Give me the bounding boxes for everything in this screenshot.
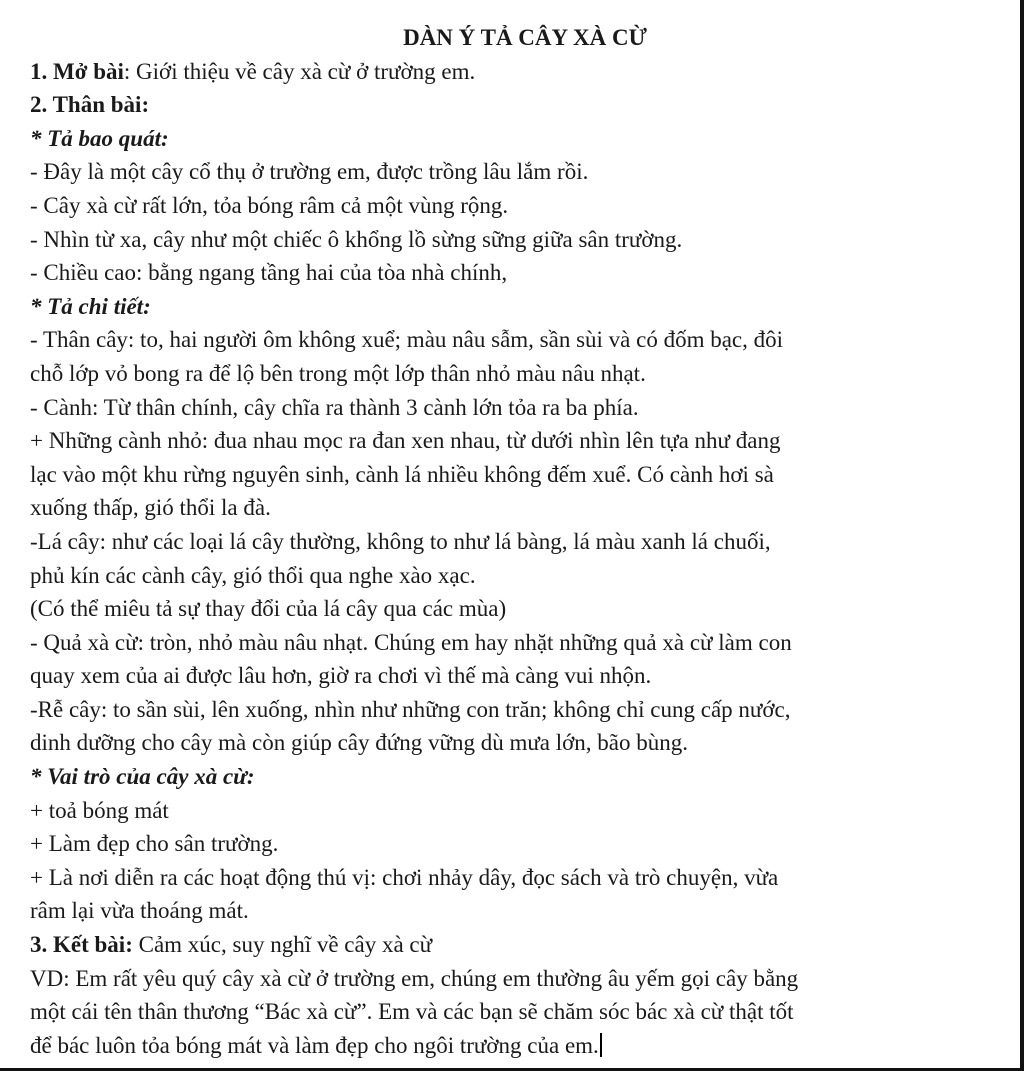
chi-tiet-line: phủ kín các cành cây, gió thổi qua nghe xào xạc. [30,562,476,588]
ket-bai-label: 3. Kết bài: [30,932,133,958]
bao-quat-line: - Nhìn từ xa, cây như một chiếc ô khổng lồ sừng sững giữa sân trường. [30,226,683,252]
right-border [1020,0,1024,1071]
chi-tiet-line: (Có thể miêu tả sự thay đổi của lá cây qua các mùa) [30,596,507,622]
chi-tiet-line: - Quả xà cừ: tròn, nhỏ màu nâu nhạt. Chúng em hay nhặt những quả xà cừ làm con [30,629,792,655]
bao-quat-line: - Đây là một cây cổ thụ ở trường em, được trồng lâu lắm rồi. [30,159,589,185]
ket-bai-line [30,928,1010,962]
mo-bai-line [30,55,1010,89]
chi-tiet-heading: * Tả chi tiết: [30,293,151,319]
chi-tiet-line: - Thân cây: to, hai người ôm không xuể; màu nâu sẫm, sần sùi và có đốm bạc, đôi [30,327,784,353]
ket-bai-example-line: một cái tên thân thương “Bác xà cừ”. Em và các bạn sẽ chăm sóc bác xà cừ thật tốt [30,999,794,1025]
vai-tro-heading: * Vai trò của cây xà cừ: [30,764,255,790]
chi-tiet-line: -Rễ cây: to sần sùi, lên xuống, nhìn như những con trăn; không chỉ cung cấp nước, [30,696,791,722]
document-title: DÀN Ý TẢ CÂY XÀ CỪ [403,25,647,50]
chi-tiet-line: quay xem của ai được lâu hơn, giờ ra chơi vì thế mà càng vui nhộn. [30,663,652,689]
chi-tiet-line: dinh dưỡng cho cây mà còn giúp cây đứng vững dù mưa lớn, bão bùng. [30,730,689,756]
vai-tro-line: râm lại vừa thoáng mát. [30,898,249,924]
ket-bai-text: Cảm xúc, suy nghĩ về cây xà cừ [132,932,433,958]
bao-quat-line: - Cây xà cừ rất lớn, tỏa bóng râm cả một vùng rộng. [30,192,509,218]
vai-tro-line: + Làm đẹp cho sân trường. [30,831,279,857]
ket-bai-last-text: để bác luôn tỏa bóng mát và làm đẹp cho ngôi trường của em. [30,1032,599,1058]
text-cursor [600,1033,602,1057]
ket-bai-example-line [30,1029,1010,1063]
chi-tiet-line: + Những cành nhỏ: đua nhau mọc ra đan xen nhau, từ dưới nhìn lên tựa như đang [30,428,781,454]
chi-tiet-line: chỗ lớp vỏ bong ra để lộ bên trong một lớp thân nhỏ màu nâu nhạt. [30,360,646,386]
vai-tro-line: + Là nơi diễn ra các hoạt động thú vị: chơi nhảy dây, đọc sách và trò chuyện, vừa [30,864,779,890]
bao-quat-line: - Chiều cao: bằng ngang tầng hai của tòa nhà chính, [30,260,508,286]
bao-quat-heading: * Tả bao quát: [30,125,169,151]
ket-bai-example-line: VD: Em rất yêu quý cây xà cừ ở trường em, chúng em thường âu yếm gọi cây bằng [30,965,799,991]
vai-tro-line: + toả bóng mát [30,797,169,823]
than-bai-label: 2. Thân bài: [30,92,150,118]
chi-tiet-line: lạc vào một khu rừng nguyên sinh, cành lá nhiều không đếm xuể. Có cành hơi sà [30,461,774,487]
chi-tiet-line: xuống thấp, gió thổi la đà. [30,495,271,521]
chi-tiet-line: - Cành: Từ thân chính, cây chĩa ra thành 3 cành lớn tỏa ra ba phía. [30,394,639,420]
mo-bai-label: 1. Mở bài [30,58,124,84]
chi-tiet-line: -Lá cây: như các loại lá cây thường, không to như lá bàng, lá màu xanh lá chuối, [30,528,771,554]
mo-bai-text: : Giới thiệu về cây xà cừ ở trường em. [123,58,476,84]
